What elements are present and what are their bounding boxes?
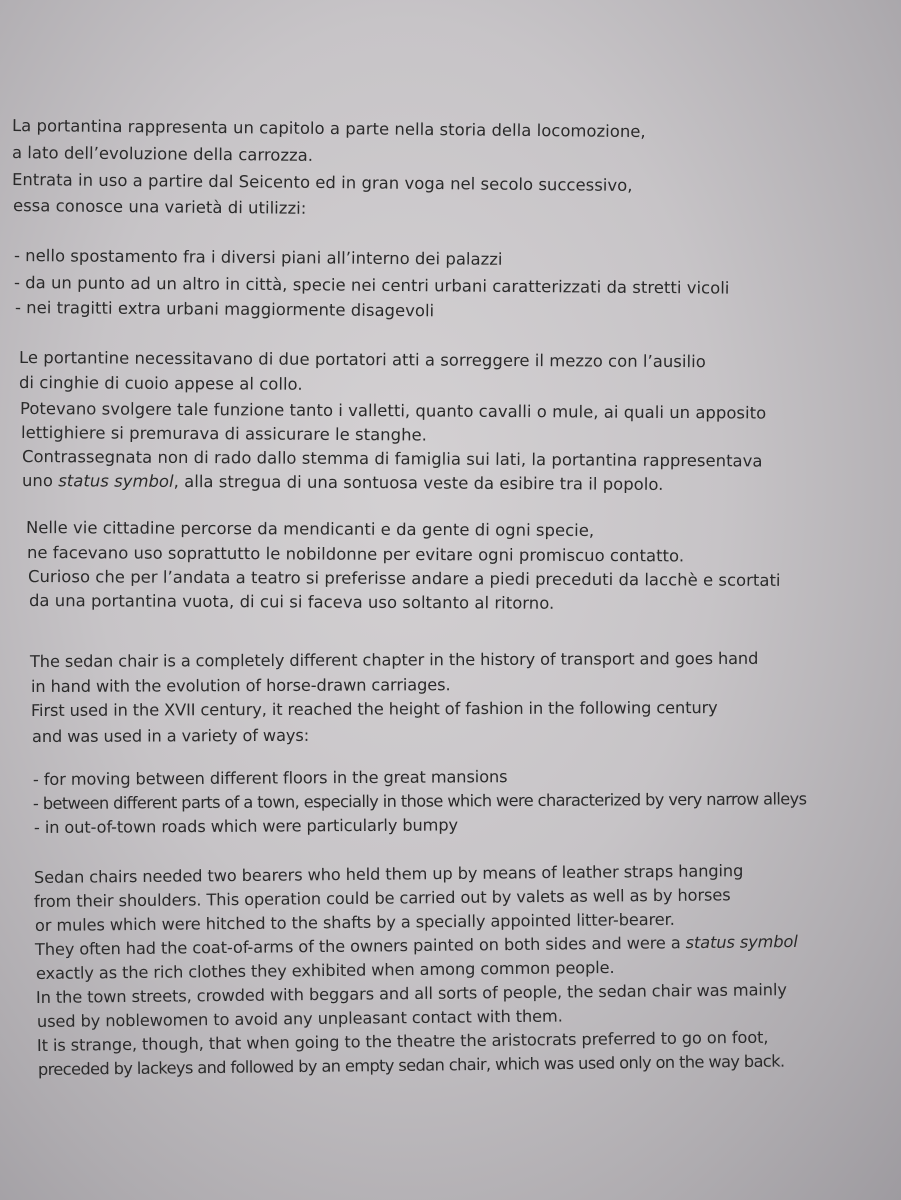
paragraph-line: from their shoulders. This operation could be carried out by valets as well as by horses: [33, 885, 731, 911]
paragraph-line: Sedan chairs needed two bearers who held them up by means of leather straps hanging: [33, 861, 744, 887]
paragraph-line: da una portantina vuota, di cui si faceva uso soltanto al ritorno.: [28, 591, 555, 613]
paragraph-line: ne facevano uso soprattutto le nobildonne per evitare ogni promiscuo contatto.: [26, 543, 685, 566]
paragraph-line: essa conosce una varietà di utilizzi:: [12, 196, 307, 218]
paragraph-line: di cinghie di cuoio appese al collo.: [18, 373, 303, 394]
list-item: - for moving between different floors in the great mansions: [32, 767, 508, 789]
paragraph-line: La portantina rappresenta un capitolo a parte nella storia della locomozione,: [11, 116, 646, 142]
list-item: - between different parts of a town, especially in those which were characterized by very narrow alleys: [32, 789, 807, 813]
paragraph-line: Potevano svolgere tale funzione tanto i valletti, quanto cavalli o mule, ai quali un apposito: [19, 399, 767, 423]
paragraph-line: The sedan chair is a completely different chapter in the history of transport and goes hand: [29, 648, 759, 671]
paragraph-line: It is strange, though, that when going to the theatre the aristocrats preferred to go on foot,: [36, 1027, 769, 1055]
list-item: - in out-of-town roads which were particularly bumpy: [33, 815, 459, 837]
paragraph-line: in hand with the evolution of horse-drawn carriages.: [30, 675, 451, 696]
paragraph-line: and was used in a variety of ways:: [31, 725, 310, 746]
paragraph-line: Nelle vie cittadine percorse da mendicanti e da gente di ogni specie,: [25, 518, 595, 540]
paragraph-line: preceded by lackeys and followed by an empty sedan chair, which was used only on the way back.: [37, 1051, 785, 1079]
paragraph-line: Curioso che per l’andata a teatro si preferisse andare a piedi preceduti da lacchè e scortati: [27, 567, 781, 590]
paragraph-line: a lato dell’evoluzione della carrozza.: [11, 143, 314, 165]
text-span: , alla stregua di una sontuosa veste da esibire tra il popolo.: [173, 471, 664, 494]
paragraph-line: Le portantine necessitavano di due portatori atti a sorreggere il mezzo con l’ausilio: [18, 348, 706, 372]
paragraph-line: First used in the XVII century, it reached the height of fashion in the following century: [30, 698, 718, 720]
paragraph-line: [22, 473, 664, 493]
list-item: - nei tragitti extra urbani maggiormente disagevoli: [14, 298, 435, 321]
italic-term: status symbol: [685, 932, 798, 953]
text-span: They often had the coat-of-arms of the owners painted on both sides and were a: [34, 933, 686, 959]
paragraph-line: or mules which were hitched to the shafts by a specially appointed litter-bearer.: [34, 909, 675, 935]
text-span: uno: [21, 471, 59, 491]
paragraph-line: used by noblewomen to avoid any unpleasant contact with them.: [36, 1006, 563, 1031]
paragraph-line: lettighiere si premurava di assicurare le stanghe.: [20, 423, 428, 445]
paragraph-line: In the town streets, crowded with beggars and all sorts of people, the sedan chair was mainly: [35, 980, 787, 1007]
list-item: - da un punto ad un altro in città, specie nei centri urbani caratterizzati da stretti vicoli: [13, 273, 730, 298]
italic-term: status symbol: [58, 471, 174, 491]
paragraph-line: exactly as the rich clothes they exhibited when among common people.: [35, 957, 615, 983]
list-item: - nello spostamento fra i diversi piani all’interno dei palazzi: [13, 246, 503, 269]
paragraph-line: [35, 934, 798, 958]
paragraph-line: Entrata in uso a partire dal Seicento ed in gran voga nel secolo successivo,: [11, 170, 633, 195]
paragraph-line: Contrassegnata non di rado dallo stemma di famiglia sui lati, la portantina rappresentava: [21, 447, 763, 471]
